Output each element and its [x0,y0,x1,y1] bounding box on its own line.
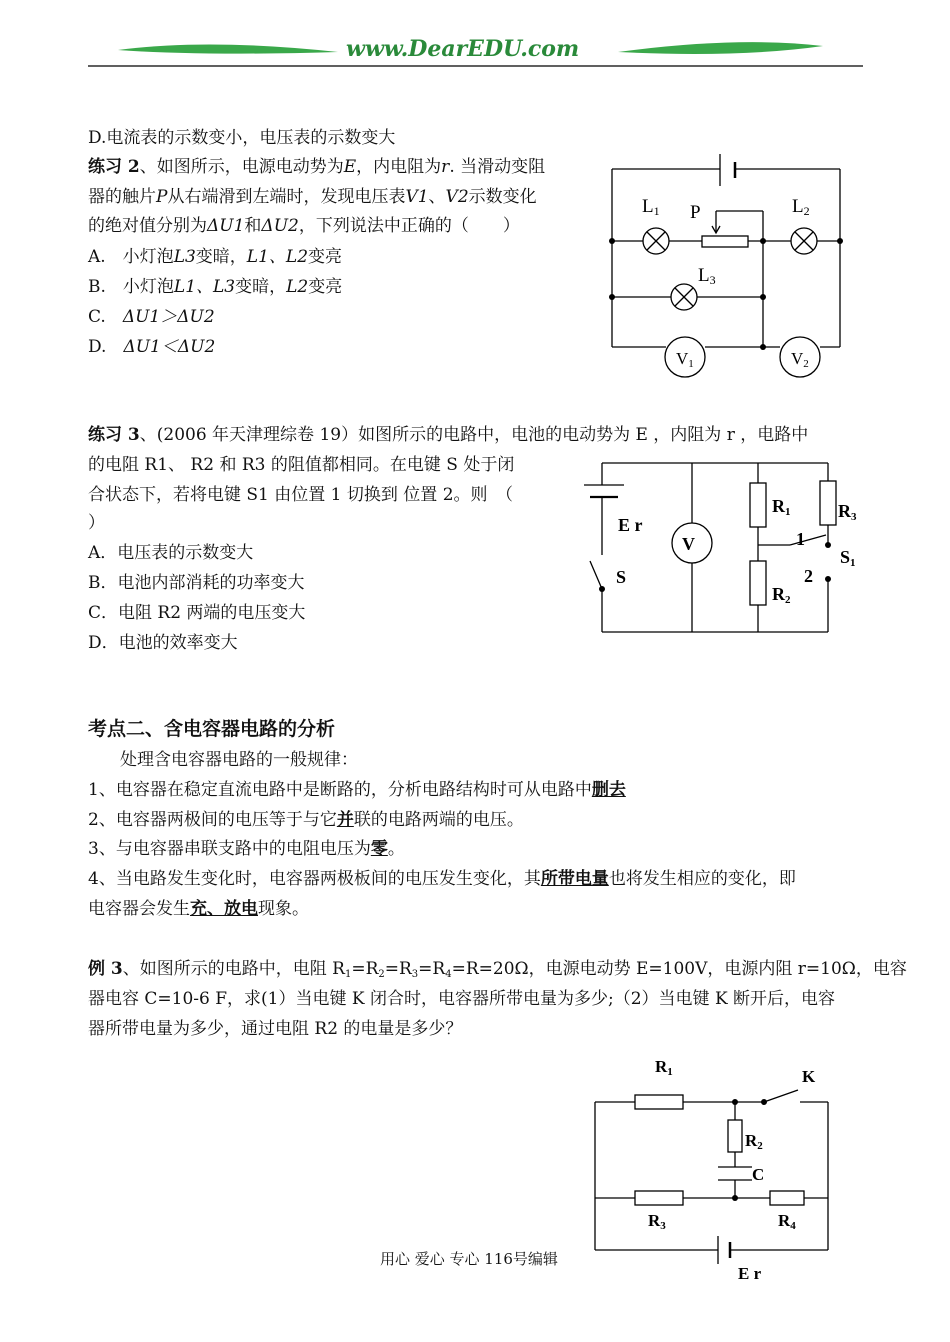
rule-text: 电容器会发生 [88,899,190,919]
option-var: L1、L3 [173,277,236,297]
ex2-var-du1: ΔU1 [207,216,245,236]
option-var: ΔU1＞ΔU2 [122,307,215,327]
label-r4: R4 [778,1211,796,1232]
option-text: 变亮 [308,247,343,267]
rule-3 [88,838,405,860]
ex2-line2 [88,186,537,208]
label-s: S [616,567,627,587]
label-er: E r [618,515,643,535]
ex2-title: 练习 2 [88,157,140,177]
ex3-circuit-diagram [570,455,870,645]
rule-4 [88,868,796,890]
example3-text: =R [384,959,412,979]
rule-4-cont [88,898,309,920]
example3-line3: 器所带电量为多少，通过电阻 R2 的电量是多少？ [88,1019,463,1039]
footer-text: 用心 爱心 专心 116号编辑 [380,1250,558,1268]
ex3-line3: 合状态下，若将电键 S1 由位置 1 切换到 位置 2。则 （ [88,485,514,505]
label-pos1: 1 [796,529,805,549]
ex2-line1 [88,156,545,178]
rule-emphasis: 所带电量 [540,869,609,889]
label-pos2: 2 [804,566,813,586]
label-p: P [690,202,701,223]
example3-text: =R [418,959,446,979]
label-v2: V2 [791,349,809,370]
rule-text: 2、电容器两极间的电压等于与它 [88,810,337,830]
label-c: C [752,1165,765,1184]
option-text: B. 小灯泡 [88,277,174,297]
ex2-text: 示数变化 [468,187,537,207]
option-text: 变亮 [308,277,343,297]
label-r3: R3 [648,1211,666,1232]
label-k: K [802,1067,816,1086]
label-l2: L2 [792,196,810,218]
ex2-text: . 当滑动变阻 [449,157,546,177]
rule-text: 3、与电容器串联支路中的电阻电压为 [88,839,371,859]
ex3-line1 [88,424,808,446]
label-r2: R2 [772,584,791,606]
ex3-line4: ） [88,513,105,533]
prev-option-d: D.电流表的示数变小，电压表的示数变大 [88,128,396,148]
rule-emphasis: 并 [336,810,354,830]
ex3-option-a: A．电压表的示数变大 [88,543,254,563]
ex2-text: ，下列说法中正确的（ ） [298,216,520,236]
ex2-option-b [88,276,342,298]
ex2-text: ，内电阻为 [356,157,442,177]
ex2-circuit-diagram [598,146,860,386]
option-text: A. 小灯泡 [88,247,174,267]
rule-text: 。 [387,839,405,859]
option-var: L1、L2 [246,247,309,267]
ex2-option-c [88,306,215,328]
rule-text: 联的电路两端的电压。 [353,810,524,830]
option-var: ΔU1＜ΔU2 [123,337,216,357]
ex2-text: 器的触片 [88,187,156,207]
ex2-var-r: r [441,157,450,177]
label-v: V [682,534,695,554]
ex3-option-c: C．电阻 R2 两端的电压变大 [88,603,306,623]
section2-intro: 处理含电容器电路的一般规律： [120,750,358,770]
rule-text: 4、当电路发生变化时，电容器两极板间的电压发生变化，其 [88,869,541,889]
ex2-var-v2: V2 [445,187,469,207]
option-var: L3 [173,247,196,267]
ex2-option-a [88,246,342,268]
option-text: 变暗， [195,247,247,267]
rule-text: 也将发生相应的变化，即 [608,869,796,889]
subscript: 1 [344,969,352,980]
example3-line2: 器电容 C=10-6 F，求(1）当电键 K 闭合时，电容器所带电量为多少;（2）当电键 K 断开后，电容 [88,989,836,1009]
ex2-var-e: E [343,157,357,177]
label-l3: L3 [698,265,716,287]
example3-text: =R [351,959,379,979]
ex2-text: 和 [244,216,262,236]
ex2-var-du2: ΔU2 [261,216,299,236]
label-l1: L1 [642,196,660,218]
ex2-text: 、 [428,187,446,207]
rule-text: 现象。 [258,899,309,919]
label-v1: V1 [676,349,694,370]
rule-text: 1、电容器在稳定直流电路中是断路的，分析电路结构时可从电路中 [88,780,592,800]
example3-title: 例 3 [88,959,123,979]
logo-text: www.DearEDU.com [346,36,580,62]
label-s1: S1 [840,547,856,569]
ex3-text: 、(2006 年天津理综卷 19）如图所示的电路中，电池的电动势为 E ，内阻为 r ，电路中 [139,425,809,445]
example3-text: 、如图所示的电路中，电阻 R [122,959,345,979]
ex2-text: 的绝对值分别为 [88,216,207,236]
rule-1 [88,779,626,801]
ex3-option-b: B．电池内部消耗的功率变大 [88,573,305,593]
header-logo [88,30,863,70]
ex2-line3 [88,215,520,237]
ex3-option-d: D．电池的效率变大 [88,633,238,653]
rule-emphasis: 充、放电 [190,899,258,919]
label-r1: R1 [655,1057,673,1078]
label-r2: R2 [745,1131,763,1152]
ex2-var-v1: V1 [405,187,429,207]
subscript: 3 [411,969,419,980]
option-text: 变暗， [235,277,287,297]
option-text: D. [88,337,124,357]
example3-line1 [88,958,907,986]
label-r3: R3 [838,501,857,523]
section2-title: 考点二、含电容器电路的分析 [88,718,336,740]
ex3-line2: 的电阻 R1、 R2 和 R3 的阻值都相同。在电键 S 处于闭 [88,455,515,475]
label-er: E r [738,1264,762,1283]
ex2-option-d [88,336,215,358]
label-r1: R1 [772,496,791,518]
rule-emphasis: 零 [370,839,388,859]
subscript: 2 [378,969,385,980]
option-var: L2 [286,277,309,297]
rule-2 [88,809,524,831]
rule-emphasis: 删去 [591,780,626,800]
example3-text: =R=20Ω，电源电动势 E=100V，电源内阻 r=10Ω，电容 [451,959,907,979]
ex2-var-p: P [156,187,168,207]
subscript: 4 [445,969,452,980]
option-text: C. [88,307,123,327]
ex3-title: 练习 3 [88,425,140,445]
ex2-text: 从右端滑到左端时，发现电压表 [167,187,406,207]
example3-circuit-diagram [580,1050,850,1290]
ex2-text: 、如图所示，电源电动势为 [139,157,344,177]
